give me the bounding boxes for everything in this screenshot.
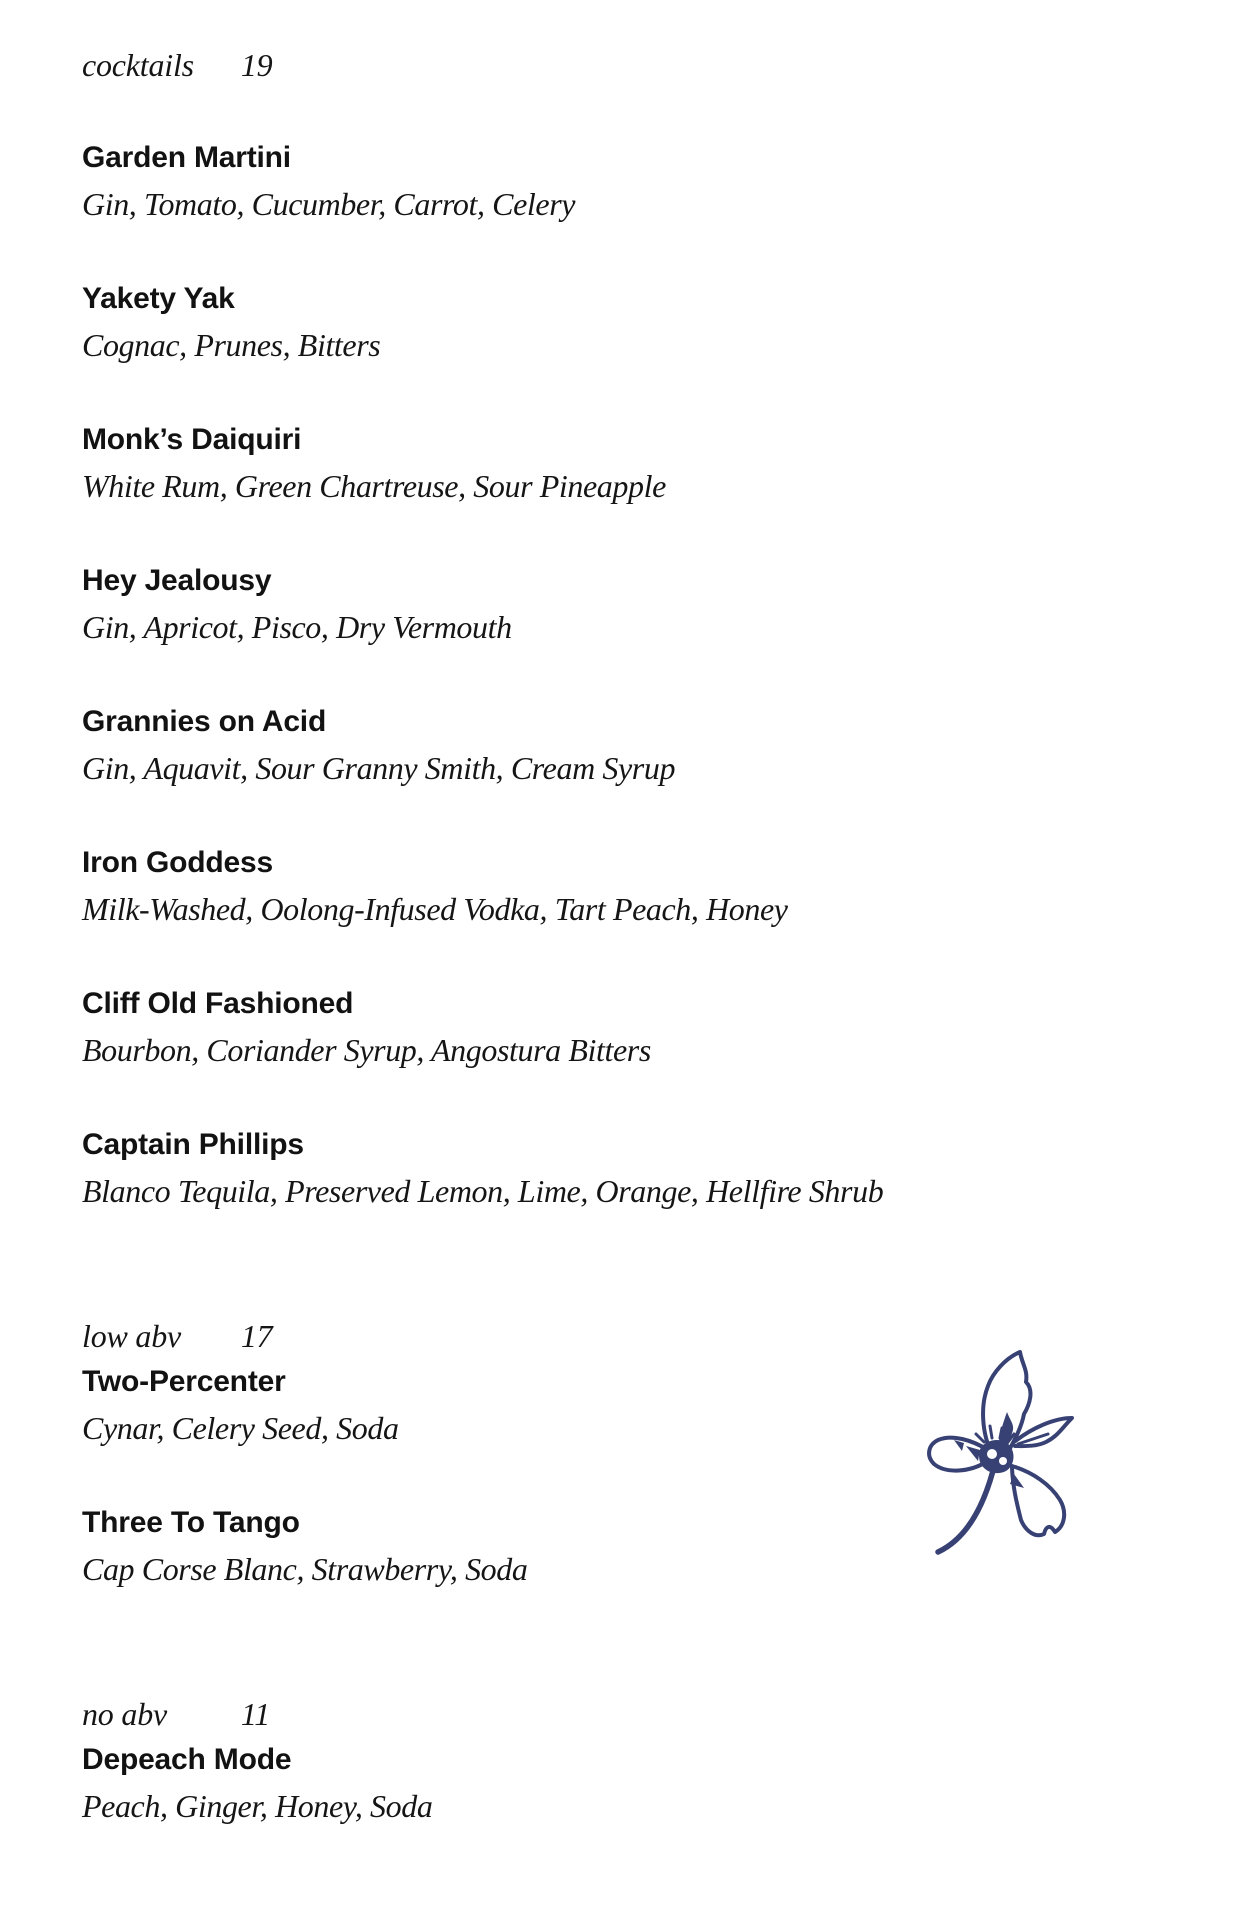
menu-item	[82, 420, 1183, 507]
section-label: no abv	[82, 1696, 168, 1732]
menu-item	[82, 561, 1183, 648]
item-name: Yakety Yak	[82, 282, 235, 315]
menu-item	[82, 843, 1183, 930]
item-name: Cliff Old Fashioned	[82, 987, 354, 1020]
menu-item	[82, 702, 1183, 789]
section-price: 11	[240, 1696, 271, 1732]
section-label: cocktails	[82, 47, 194, 83]
section-price: 19	[240, 47, 273, 83]
item-ingredients: Gin, Tomato, Cucumber, Carrot, Celery	[82, 186, 576, 222]
item-name: Garden Martini	[82, 141, 291, 174]
item-name: Three To Tango	[82, 1506, 300, 1539]
item-ingredients: Blanco Tequila, Preserved Lemon, Lime, Orange, Hellfire Shrub	[82, 1173, 884, 1209]
item-ingredients: Gin, Aquavit, Sour Granny Smith, Cream Syrup	[82, 750, 676, 786]
menu-item	[82, 279, 1183, 366]
item-name: Hey Jealousy	[82, 564, 272, 597]
section-header	[82, 1691, 1183, 1737]
item-name: Monk’s Daiquiri	[82, 423, 302, 456]
section-no-abv	[82, 1644, 1183, 1827]
item-ingredients: Bourbon, Coriander Syrup, Angostura Bitters	[82, 1032, 651, 1068]
item-ingredients: White Rum, Green Chartreuse, Sour Pineapple	[82, 468, 666, 504]
item-ingredients: Peach, Ginger, Honey, Soda	[82, 1788, 433, 1824]
item-ingredients: Milk-Washed, Oolong-Infused Vodka, Tart Peach, Honey	[82, 891, 788, 927]
item-name: Grannies on Acid	[82, 705, 327, 738]
item-name: Captain Phillips	[82, 1128, 304, 1161]
menu-item	[82, 1740, 1183, 1827]
section-cocktails	[82, 42, 1183, 1212]
item-ingredients: Cynar, Celery Seed, Soda	[82, 1410, 399, 1446]
menu-item	[82, 138, 1183, 225]
item-name: Two-Percenter	[82, 1365, 286, 1398]
item-ingredients: Cap Corse Blanc, Strawberry, Soda	[82, 1551, 528, 1587]
flower-icon	[922, 1342, 1087, 1557]
menu-item	[82, 1125, 1183, 1212]
section-price: 17	[240, 1318, 273, 1354]
item-ingredients: Cognac, Prunes, Bitters	[82, 327, 381, 363]
flower-illustration	[922, 1342, 1087, 1557]
section-header	[82, 42, 1183, 88]
item-name: Iron Goddess	[82, 846, 273, 879]
item-ingredients: Gin, Apricot, Pisco, Dry Vermouth	[82, 609, 512, 645]
menu-item	[82, 984, 1183, 1071]
item-name: Depeach Mode	[82, 1743, 292, 1776]
section-label: low abv	[82, 1318, 182, 1354]
